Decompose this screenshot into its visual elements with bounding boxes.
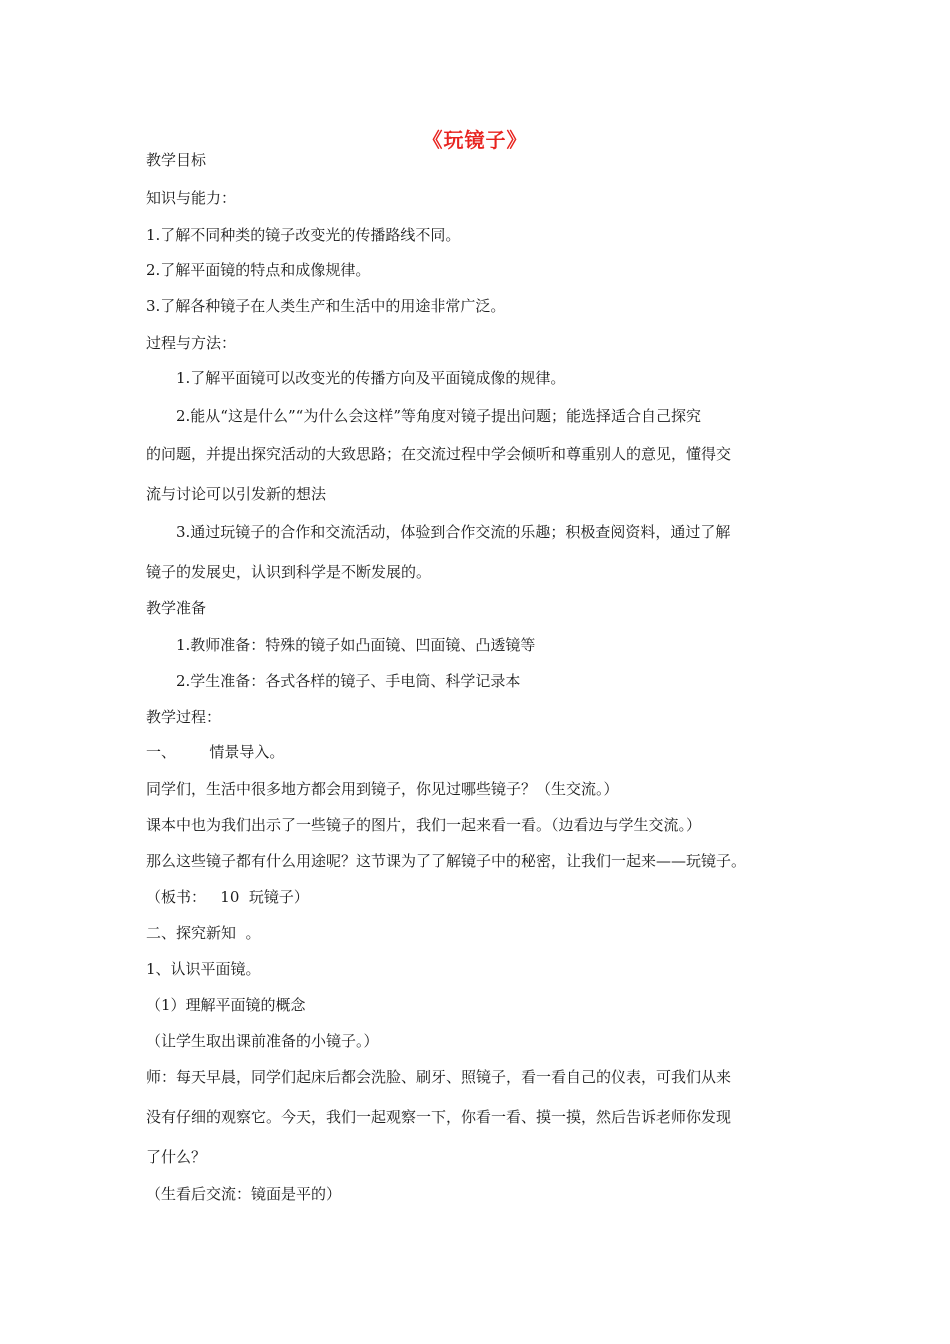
section-two-heading: 二、探究新知 。: [146, 924, 261, 942]
paragraph-intro-1: 同学们，生活中很多地方都会用到镜子，你见过哪些镜子？（生交流。）: [146, 780, 619, 798]
document-title: 《玩镜子》: [422, 128, 528, 152]
student-response: （生看后交流：镜面是平的）: [146, 1185, 342, 1203]
paragraph-intro-3: 那么这些镜子都有什么用途呢？这节课为了了解镜子中的秘密，让我们一起来——玩镜子。: [146, 852, 747, 870]
heading-teaching-goals: 教学目标: [146, 151, 207, 169]
heading-teaching-preparation: 教学准备: [146, 599, 207, 617]
process-item-3: 3.通过玩镜子的合作和交流活动，体验到合作交流的乐趣；积极查阅资料，通过了解: [176, 523, 731, 541]
teacher-speech-1: 师：每天早晨，同学们起床后都会洗脸、刷牙、照镜子，看一看自己的仪表，可我们从来: [146, 1068, 732, 1086]
goal-item-1: 1.了解不同种类的镜子改变光的传播路线不同。: [146, 226, 461, 244]
blackboard-note: （板书： 10 玩镜子）: [146, 888, 309, 906]
teacher-speech-3: 了什么？: [146, 1148, 207, 1166]
process-item-2-cont-1: 的问题，并提出探究活动的大致思路；在交流过程中学会倾听和尊重别人的意见，懂得交: [146, 445, 732, 463]
paragraph-intro-2: 课本中也为我们出示了一些镜子的图片，我们一起来看一看。（边看边与学生交流。）: [146, 816, 702, 834]
subsection-concept: （1）理解平面镜的概念: [146, 996, 306, 1014]
preparation-student: 2.学生准备：各式各样的镜子、手电筒、科学记录本: [176, 672, 521, 690]
subsection-plane-mirror: 1、认识平面镜。: [146, 960, 261, 978]
section-one-heading: 一、 情景导入。: [146, 743, 285, 761]
heading-teaching-process: 教学过程：: [146, 708, 222, 726]
process-item-2-cont-2: 流与讨论可以引发新的想法: [146, 485, 327, 503]
heading-process-method: 过程与方法：: [146, 334, 237, 352]
preparation-teacher: 1.教师准备：特殊的镜子如凸面镜、凹面镜、凸透镜等: [176, 636, 536, 654]
teacher-speech-2: 没有仔细的观察它。今天，我们一起观察一下，你看一看、摸一摸，然后告诉老师你发现: [146, 1108, 732, 1126]
goal-item-3: 3.了解各种镜子在人类生产和生活中的用途非常广泛。: [146, 297, 506, 315]
instruction-note: （让学生取出课前准备的小镜子。）: [146, 1032, 379, 1050]
process-item-1: 1.了解平面镜可以改变光的传播方向及平面镜成像的规律。: [176, 369, 566, 387]
process-item-2: 2.能从“这是什么”“为什么会这样”等角度对镜子提出问题；能选择适合自己探究: [176, 407, 701, 425]
process-item-3-cont: 镜子的发展史，认识到科学是不断发展的。: [146, 563, 432, 581]
heading-knowledge-ability: 知识与能力：: [146, 189, 237, 207]
goal-item-2: 2.了解平面镜的特点和成像规律。: [146, 261, 371, 279]
